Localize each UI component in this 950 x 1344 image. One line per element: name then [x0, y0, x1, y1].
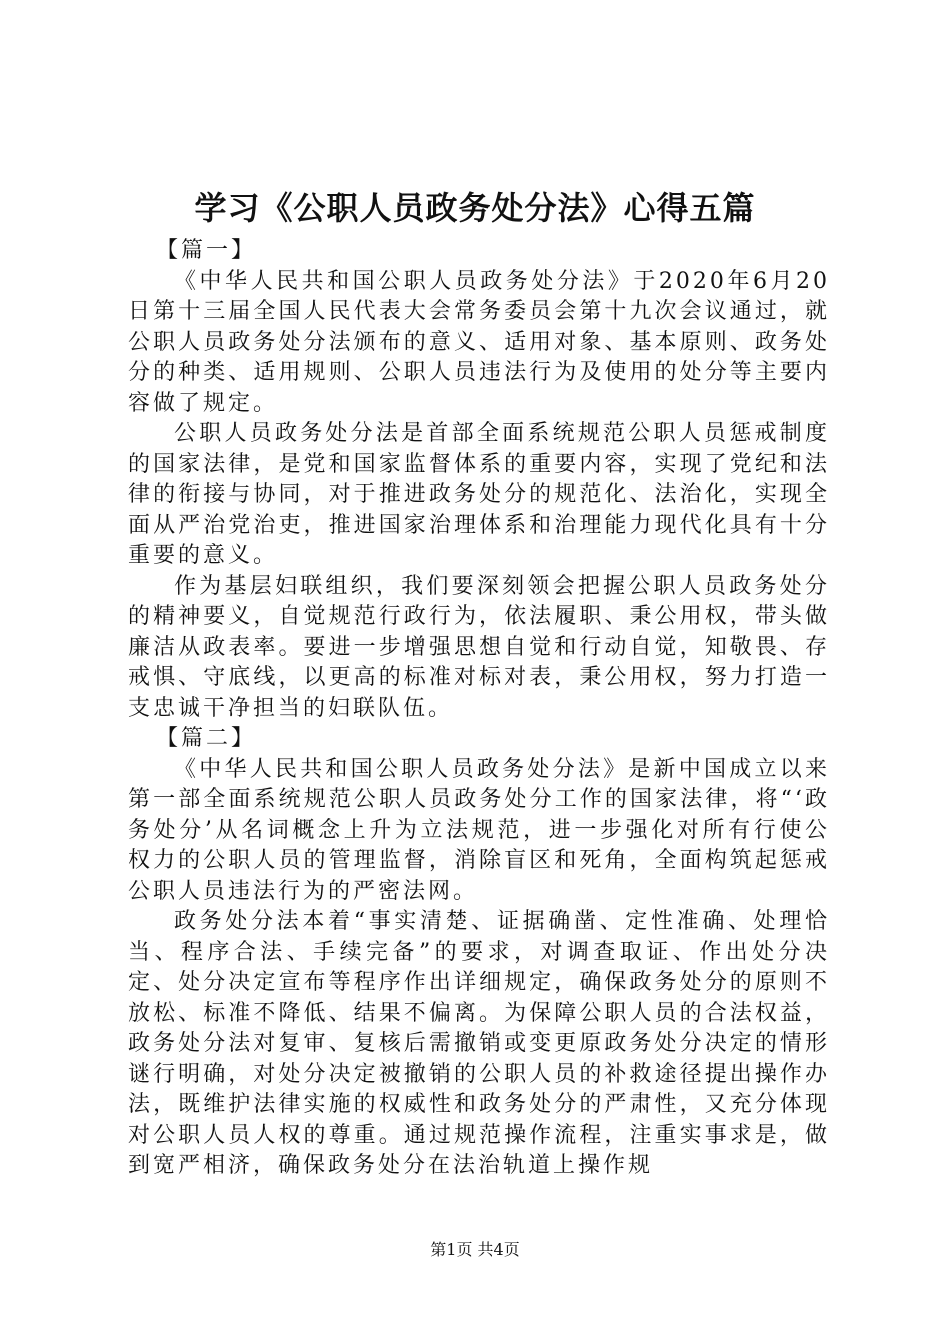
paragraph: 《中华人民共和国公职人员政务处分法》是新中国成立以来第一部全面系统规范公职人员政务处分工作的国家法律，将“‘政务处分’从名词概念上升为立法规范，进一步强化对所有行使公权力的公职人员的管理监督，消除盲区和死角，全面构筑起惩戒公职人员违法行为的严密法网。 [128, 756, 830, 904]
section-heading-2: 【篇二】 [156, 726, 257, 751]
document-body [128, 236, 830, 1182]
document-title: 学习《公职人员政务处分法》心得五篇 [194, 189, 756, 227]
paragraph: 《中华人民共和国公职人员政务处分法》于2020年6月20日第十三届全国人民代表大会常务委员会第十九次会议通过，就公职人员政务处分法颁布的意义、适用对象、基本原则、政务处分的种类、适用规则、公职人员违法行为及使用的处分等主要内容做了规定。 [128, 268, 830, 416]
paragraph: 政务处分法本着“事实清楚、证据确凿、定性准确、处理恰当、程序合法、手续完备”的要求，对调查取证、作出处分决定、处分决定宣布等程序作出详细规定，确保政务处分的原则不放松、标准不降低、结果不偏离。为保障公职人员的合法权益，政务处分法对复审、复核后需撤销或变更原政务处分决定的情形谜行明确，对处分决定被撤销的公职人员的补救途径提出操作办法，既维护法律实施的权威性和政务处分的严肃性，又充分体现对公职人员人权的尊重。通过规范操作流程，注重实事求是，做到宽严相济，确保政务处分在法治轨道上操作规 [128, 909, 830, 1178]
paragraph: 作为基层妇联组织，我们要深刻领会把握公职人员政务处分的精神要义，自觉规范行政行为，依法履职、秉公用权，带头做廉洁从政表率。要进一步增强思想自觉和行动自觉，知敬畏、存戒惧、守底线，以更高的标准对标对表，秉公用权，努力打造一支忠诚干净担当的妇联队伍。 [128, 573, 830, 721]
section-heading-1: 【篇一】 [156, 238, 257, 263]
paragraph: 公职人员政务处分法是首部全面系统规范公职人员惩戒制度的国家法律，是党和国家监督体系的重要内容，实现了党纪和法律的衔接与协同，对于推进政务处分的规范化、法治化，实现全面从严治党治吏，推进国家治理体系和治理能力现代化具有十分重要的意义。 [128, 421, 830, 568]
page-number-footer: 第1页 共4页 [430, 1240, 520, 1259]
